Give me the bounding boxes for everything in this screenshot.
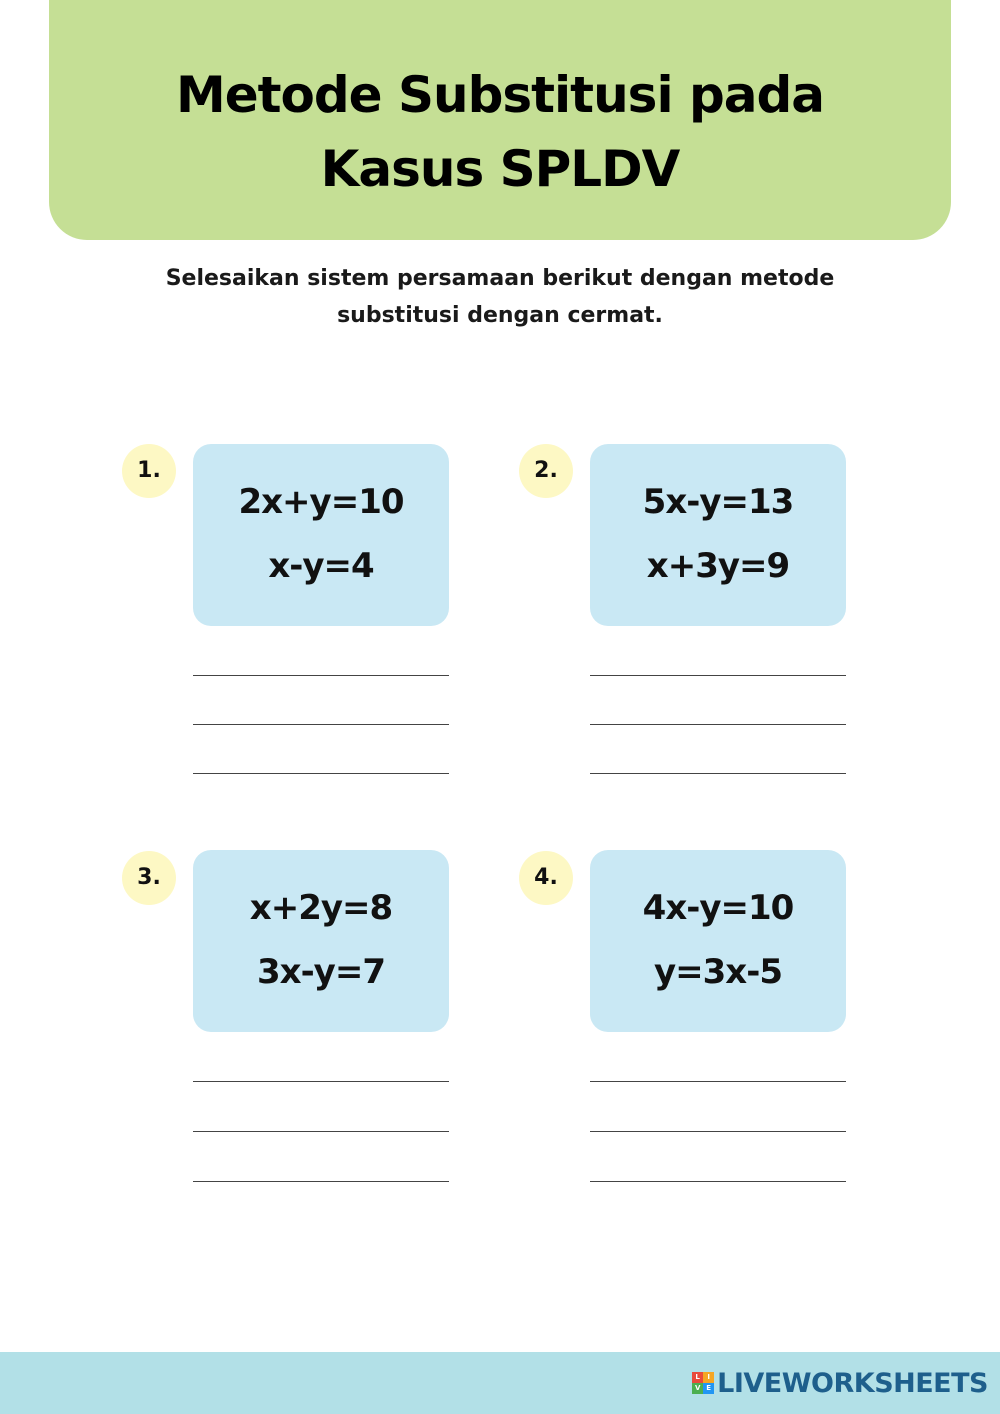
problem-1-equation-box bbox=[193, 444, 449, 626]
logo-letter-e: E bbox=[703, 1383, 714, 1394]
liveworksheets-brand[interactable] bbox=[692, 1366, 988, 1400]
problem-3-answer-line-1[interactable] bbox=[193, 1081, 449, 1082]
page-title bbox=[0, 58, 1000, 206]
problem-1-answer-line-1[interactable] bbox=[193, 675, 449, 676]
problem-3-equation-2: 3x-y=7 bbox=[256, 952, 385, 992]
problem-2-number: 2. bbox=[519, 444, 573, 498]
liveworksheets-brand-text: LIVEWORKSHEETS bbox=[717, 1367, 988, 1399]
problem-4-equation-box bbox=[590, 850, 846, 1032]
problem-3-answer-line-3[interactable] bbox=[193, 1181, 449, 1182]
problem-1-number: 1. bbox=[122, 444, 176, 498]
problem-4-number: 4. bbox=[519, 851, 573, 905]
logo-letter-l: L bbox=[692, 1372, 703, 1383]
problem-1-answer-line-2[interactable] bbox=[193, 724, 449, 725]
problem-4-answer-line-3[interactable] bbox=[590, 1181, 846, 1182]
problem-2-answer-line-2[interactable] bbox=[590, 724, 846, 725]
problem-3-equation-1: x+2y=8 bbox=[249, 888, 393, 928]
problem-2-equation-box bbox=[590, 444, 846, 626]
problem-2-answer-line-1[interactable] bbox=[590, 675, 846, 676]
instructions bbox=[150, 260, 850, 334]
problem-3-number: 3. bbox=[122, 851, 176, 905]
problem-3-answer-line-2[interactable] bbox=[193, 1131, 449, 1132]
title-line-2: Kasus SPLDV bbox=[320, 140, 680, 198]
problem-4-answer-line-2[interactable] bbox=[590, 1131, 846, 1132]
instructions-line-1: Selesaikan sistem persamaan berikut dengan metode bbox=[165, 266, 835, 291]
problem-1-equation-2: x-y=4 bbox=[268, 546, 374, 586]
problem-3-equation-box bbox=[193, 850, 449, 1032]
instructions-line-2: substitusi dengan cermat. bbox=[337, 303, 663, 328]
problem-4-answer-line-1[interactable] bbox=[590, 1081, 846, 1082]
problem-2-equation-2: x+3y=9 bbox=[646, 546, 790, 586]
logo-letter-i: I bbox=[703, 1372, 714, 1383]
problem-1-equation-1: 2x+y=10 bbox=[238, 482, 404, 522]
problem-2-answer-line-3[interactable] bbox=[590, 773, 846, 774]
liveworksheets-logo-icon bbox=[692, 1372, 714, 1394]
problem-4-equation-1: 4x-y=10 bbox=[642, 888, 794, 928]
title-line-1: Metode Substitusi pada bbox=[175, 66, 825, 124]
logo-letter-v: V bbox=[692, 1383, 703, 1394]
problem-4-equation-2: y=3x-5 bbox=[653, 952, 782, 992]
footer-bar bbox=[0, 1352, 1000, 1414]
problem-2-equation-1: 5x-y=13 bbox=[642, 482, 794, 522]
problem-1-answer-line-3[interactable] bbox=[193, 773, 449, 774]
